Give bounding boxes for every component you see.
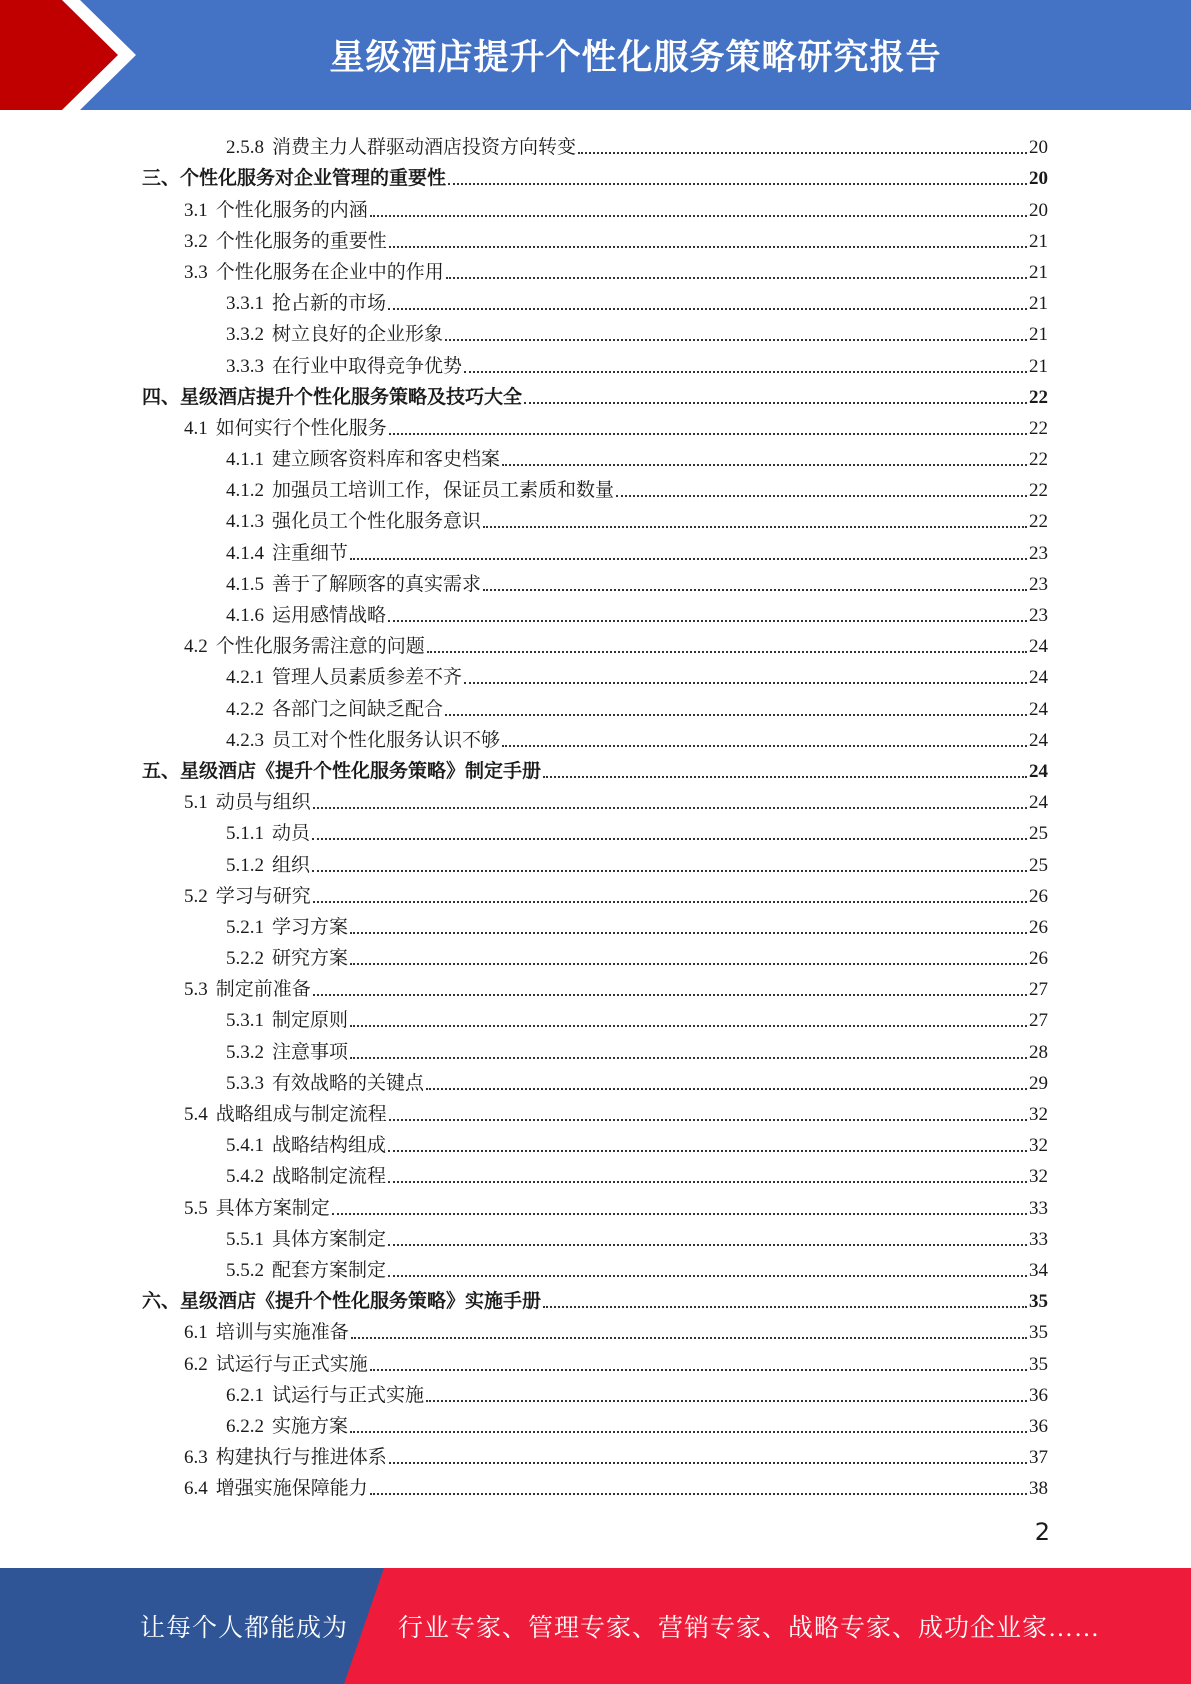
toc-entry-page: 38	[1029, 1478, 1048, 1500]
toc-dot-leader	[350, 963, 1027, 965]
toc-entry-title: 试运行与正式实施	[215, 1353, 368, 1375]
toc-dot-leader	[464, 371, 1027, 373]
toc-entry-number: 5.1.1	[226, 823, 264, 845]
toc-entry-title: 制定原则	[272, 1010, 349, 1032]
toc-entry-title: 六、星级酒店《提升个性化服务策略》实施手册	[142, 1291, 542, 1313]
toc-dot-leader	[350, 1431, 1027, 1433]
toc-entry-number: 6.2	[184, 1353, 208, 1375]
toc-entry[interactable]	[142, 1376, 1048, 1407]
toc-dot-leader	[370, 1493, 1027, 1495]
toc-entry-title: 个性化服务的重要性	[215, 230, 387, 252]
toc-entry[interactable]	[142, 1188, 1048, 1219]
toc-entry[interactable]	[142, 752, 1048, 783]
toc-entry-page: 22	[1029, 511, 1048, 533]
toc-entry-page: 21	[1029, 293, 1048, 315]
page-number: 2	[1034, 1518, 1050, 1546]
toc-entry[interactable]	[142, 1064, 1048, 1095]
toc-entry[interactable]	[142, 190, 1048, 221]
table-of-contents	[142, 128, 1048, 1500]
toc-dot-leader	[464, 682, 1027, 684]
footer-slogan-right: 行业专家、管理专家、营销专家、战略专家、成功企业家……	[398, 1615, 1101, 1642]
toc-entry-page: 21	[1029, 230, 1048, 252]
toc-entry-title: 战略制定流程	[272, 1166, 387, 1188]
toc-entry[interactable]	[142, 658, 1048, 689]
toc-entry-title: 具体方案制定	[215, 1197, 330, 1219]
toc-entry-page: 33	[1029, 1228, 1048, 1250]
toc-entry[interactable]	[142, 689, 1048, 720]
footer-banner	[0, 1568, 1191, 1684]
toc-dot-leader	[351, 1337, 1027, 1339]
toc-entry-title: 动员与组织	[215, 792, 311, 814]
toc-entry-title: 四、星级酒店提升个性化服务策略及技巧大全	[142, 386, 523, 408]
toc-entry-number: 5.5.1	[226, 1228, 264, 1250]
toc-entry-number: 4.1.4	[226, 542, 264, 564]
toc-entry-page: 32	[1029, 1104, 1048, 1125]
toc-entry-number: 3.2	[184, 230, 208, 252]
toc-entry-title: 研究方案	[272, 948, 349, 970]
toc-entry-page: 33	[1029, 1197, 1048, 1219]
toc-entry-number: 5.4	[184, 1104, 208, 1125]
toc-entry-title: 在行业中取得竞争优势	[272, 355, 463, 377]
toc-entry[interactable]	[142, 721, 1048, 752]
toc-entry[interactable]	[142, 565, 1048, 596]
toc-dot-leader	[350, 1057, 1027, 1059]
toc-dot-leader	[448, 183, 1027, 185]
toc-entry-number: 3.3.2	[226, 324, 264, 346]
toc-entry-page: 26	[1029, 885, 1048, 907]
toc-dot-leader	[427, 651, 1027, 653]
toc-dot-leader	[350, 932, 1027, 934]
toc-entry-number: 4.2.1	[226, 667, 264, 689]
toc-entry[interactable]	[142, 1001, 1048, 1032]
toc-dot-leader	[543, 1306, 1027, 1308]
toc-entry-number: 4.1.3	[226, 511, 264, 533]
toc-dot-leader	[313, 994, 1027, 996]
toc-entry-number: 5.2	[184, 885, 208, 907]
toc-entry-number: 5.3	[184, 979, 208, 1001]
toc-entry-title: 战略结构组成	[272, 1135, 387, 1157]
toc-entry-title: 个性化服务需注意的问题	[215, 636, 425, 658]
toc-entry-page: 24	[1029, 667, 1048, 689]
toc-entry-number: 4.1.6	[226, 605, 264, 626]
toc-entry-page: 26	[1029, 948, 1048, 970]
toc-entry-title: 具体方案制定	[272, 1228, 387, 1250]
toc-entry-page: 36	[1029, 1415, 1048, 1437]
toc-entry[interactable]	[142, 1407, 1048, 1438]
toc-entry-title: 注重细节	[272, 542, 349, 564]
toc-entry-page: 22	[1029, 449, 1048, 471]
toc-entry-page: 27	[1029, 1010, 1048, 1032]
toc-dot-leader	[312, 870, 1027, 872]
toc-entry-number: 4.1	[184, 417, 208, 439]
toc-dot-leader	[388, 1150, 1027, 1152]
toc-entry-title: 管理人员素质参差不齐	[272, 667, 463, 689]
toc-dot-leader	[350, 558, 1027, 560]
toc-entry[interactable]	[142, 814, 1048, 845]
toc-entry-title: 个性化服务在企业中的作用	[215, 261, 444, 283]
toc-dot-leader	[426, 1088, 1027, 1090]
toc-dot-leader	[578, 152, 1027, 154]
toc-entry[interactable]	[142, 502, 1048, 533]
toc-entry-page: 35	[1029, 1291, 1048, 1313]
toc-dot-leader	[312, 838, 1027, 840]
toc-entry[interactable]	[142, 409, 1048, 440]
toc-entry-title: 员工对个性化服务认识不够	[272, 729, 501, 751]
toc-entry-page: 25	[1029, 854, 1048, 876]
toc-entry-number: 5.3.1	[226, 1010, 264, 1032]
toc-entry-page: 34	[1029, 1259, 1048, 1281]
toc-dot-leader	[524, 402, 1027, 404]
toc-entry-number: 4.1.5	[226, 573, 264, 595]
toc-dot-leader	[483, 589, 1027, 591]
toc-entry-page: 22	[1029, 417, 1048, 439]
toc-entry[interactable]	[142, 222, 1048, 253]
toc-entry-page: 23	[1029, 542, 1048, 564]
toc-entry-title: 构建执行与推进体系	[215, 1447, 387, 1469]
toc-entry-title: 动员	[272, 823, 311, 845]
toc-entry-page: 32	[1029, 1166, 1048, 1188]
toc-entry-page: 21	[1029, 355, 1048, 377]
toc-dot-leader	[388, 1275, 1027, 1277]
toc-dot-leader	[388, 1244, 1027, 1246]
toc-entry-title: 注意事项	[272, 1041, 349, 1063]
toc-entry-title: 学习方案	[272, 916, 349, 938]
toc-entry-title: 善于了解顾客的真实需求	[272, 573, 482, 595]
toc-entry-page: 37	[1029, 1447, 1048, 1469]
toc-entry[interactable]	[142, 596, 1048, 627]
toc-entry[interactable]	[142, 877, 1048, 908]
toc-entry-number: 6.4	[184, 1478, 208, 1500]
toc-entry[interactable]	[142, 284, 1048, 315]
toc-entry-page: 23	[1029, 605, 1048, 626]
toc-entry-number: 5.5.2	[226, 1259, 264, 1281]
toc-entry-page: 24	[1029, 792, 1048, 814]
toc-entry[interactable]	[142, 253, 1048, 284]
toc-entry-number: 5.1	[184, 792, 208, 814]
toc-entry-title: 如何实行个性化服务	[215, 417, 387, 439]
toc-dot-leader	[313, 807, 1027, 809]
toc-entry-page: 23	[1029, 573, 1048, 595]
toc-dot-leader	[370, 1369, 1027, 1371]
toc-dot-leader	[389, 246, 1027, 248]
toc-dot-leader	[388, 1181, 1027, 1183]
toc-entry-title: 各部门之间缺乏配合	[272, 698, 444, 720]
toc-dot-leader	[389, 1119, 1027, 1121]
toc-entry-page: 22	[1029, 386, 1048, 408]
toc-entry[interactable]	[142, 1095, 1048, 1126]
toc-entry-number: 5.2.2	[226, 948, 264, 970]
toc-entry-page: 35	[1029, 1353, 1048, 1375]
toc-entry-number: 5.5	[184, 1197, 208, 1219]
toc-entry-page: 24	[1029, 729, 1048, 751]
toc-dot-leader	[445, 339, 1027, 341]
toc-dot-leader	[446, 277, 1027, 279]
toc-entry[interactable]	[142, 159, 1048, 190]
toc-entry-title: 运用感情战略	[272, 605, 387, 626]
toc-entry-number: 5.1.2	[226, 854, 264, 876]
toc-entry-number: 4.2	[184, 636, 208, 658]
toc-entry[interactable]	[142, 378, 1048, 409]
toc-entry-number: 4.1.1	[226, 449, 264, 471]
toc-entry[interactable]	[142, 440, 1048, 471]
toc-entry[interactable]	[142, 845, 1048, 876]
toc-entry[interactable]	[142, 908, 1048, 939]
toc-dot-leader	[388, 308, 1027, 310]
toc-entry-number: 4.1.2	[226, 480, 264, 502]
toc-entry-title: 试运行与正式实施	[272, 1384, 425, 1406]
toc-entry-title: 强化员工个性化服务意识	[272, 511, 482, 533]
toc-entry-page: 20	[1029, 199, 1048, 221]
toc-entry[interactable]	[142, 1157, 1048, 1188]
toc-entry-number: 3.3.1	[226, 293, 264, 315]
toc-entry-page: 27	[1029, 979, 1048, 1001]
toc-entry[interactable]	[142, 1032, 1048, 1063]
toc-entry-page: 21	[1029, 261, 1048, 283]
toc-dot-leader	[332, 1213, 1027, 1215]
toc-entry-title: 培训与实施准备	[215, 1322, 349, 1344]
toc-entry[interactable]	[142, 939, 1048, 970]
toc-dot-leader	[426, 1400, 1027, 1402]
toc-entry-page: 26	[1029, 916, 1048, 938]
toc-entry-page: 24	[1029, 760, 1048, 782]
toc-entry[interactable]	[142, 471, 1048, 502]
toc-dot-leader	[543, 776, 1027, 778]
toc-entry-title: 实施方案	[272, 1415, 349, 1437]
toc-dot-leader	[389, 433, 1027, 435]
toc-entry-title: 树立良好的企业形象	[272, 324, 444, 346]
toc-entry[interactable]	[142, 315, 1048, 346]
toc-entry-number: 5.3.3	[226, 1072, 264, 1094]
toc-dot-leader	[388, 620, 1027, 622]
toc-entry-page: 24	[1029, 698, 1048, 720]
toc-entry[interactable]	[142, 783, 1048, 814]
document-title: 星级酒店提升个性化服务策略研究报告	[329, 38, 942, 78]
header-banner	[0, 0, 1191, 110]
toc-entry-page: 36	[1029, 1384, 1048, 1406]
toc-entry-title: 三、个性化服务对企业管理的重要性	[142, 168, 447, 190]
toc-entry[interactable]	[142, 1344, 1048, 1375]
toc-entry-page: 20	[1029, 137, 1048, 159]
toc-entry[interactable]	[142, 1313, 1048, 1344]
toc-entry-number: 3.3.3	[226, 355, 264, 377]
toc-entry[interactable]	[142, 128, 1048, 159]
toc-dot-leader	[616, 495, 1027, 497]
toc-entry-page: 21	[1029, 324, 1048, 346]
toc-entry-number: 5.3.2	[226, 1041, 264, 1063]
toc-entry-number: 6.1	[184, 1322, 208, 1344]
toc-entry-title: 抢占新的市场	[272, 293, 387, 315]
toc-dot-leader	[313, 901, 1027, 903]
toc-entry-title: 配套方案制定	[272, 1259, 387, 1281]
toc-dot-leader	[350, 1025, 1027, 1027]
toc-entry-page: 32	[1029, 1135, 1048, 1157]
toc-entry-title: 有效战略的关键点	[272, 1072, 425, 1094]
toc-entry[interactable]	[142, 1220, 1048, 1251]
toc-entry-title: 加强员工培训工作，保证员工素质和数量	[272, 480, 615, 502]
toc-entry-title: 战略组成与制定流程	[215, 1104, 387, 1125]
toc-entry-page: 29	[1029, 1072, 1048, 1094]
toc-entry-number: 5.4.2	[226, 1166, 264, 1188]
toc-entry-title: 个性化服务的内涵	[215, 199, 368, 221]
toc-entry-title: 建立顾客资料库和客史档案	[272, 449, 501, 471]
toc-entry-number: 4.2.3	[226, 729, 264, 751]
toc-entry-page: 22	[1029, 480, 1048, 502]
toc-entry[interactable]	[142, 1469, 1048, 1500]
toc-entry-number: 6.3	[184, 1447, 208, 1469]
toc-entry-title: 组织	[272, 854, 311, 876]
toc-entry[interactable]	[142, 1282, 1048, 1313]
toc-entry-number: 3.3	[184, 261, 208, 283]
toc-dot-leader	[483, 526, 1027, 528]
toc-entry-title: 消费主力人群驱动酒店投资方向转变	[272, 137, 577, 159]
toc-dot-leader	[389, 1462, 1027, 1464]
toc-dot-leader	[445, 714, 1027, 716]
toc-entry[interactable]	[142, 970, 1048, 1001]
toc-entry[interactable]	[142, 1126, 1048, 1157]
toc-dot-leader	[502, 745, 1027, 747]
toc-entry[interactable]	[142, 627, 1048, 658]
toc-entry-number: 2.5.8	[226, 137, 264, 159]
toc-entry-page: 28	[1029, 1041, 1048, 1063]
footer-slogan-left: 让每个人都能成为	[140, 1615, 349, 1642]
toc-entry-page: 20	[1029, 168, 1048, 190]
toc-entry-title: 制定前准备	[215, 979, 311, 1001]
toc-entry-number: 5.4.1	[226, 1135, 264, 1157]
toc-entry-number: 6.2.1	[226, 1384, 264, 1406]
toc-entry[interactable]	[142, 1438, 1048, 1469]
toc-entry-page: 35	[1029, 1322, 1048, 1344]
toc-entry-page: 25	[1029, 823, 1048, 845]
toc-entry[interactable]	[142, 1251, 1048, 1282]
toc-entry-number: 6.2.2	[226, 1415, 264, 1437]
toc-entry-title: 增强实施保障能力	[215, 1478, 368, 1500]
toc-entry-number: 4.2.2	[226, 698, 264, 720]
toc-entry[interactable]	[142, 346, 1048, 377]
toc-entry-title: 学习与研究	[215, 885, 311, 907]
toc-entry-number: 3.1	[184, 199, 208, 221]
toc-dot-leader	[370, 215, 1027, 217]
toc-dot-leader	[502, 464, 1027, 466]
toc-entry-number: 5.2.1	[226, 916, 264, 938]
toc-entry-page: 24	[1029, 636, 1048, 658]
toc-entry-title: 五、星级酒店《提升个性化服务策略》制定手册	[142, 760, 542, 782]
toc-entry[interactable]	[142, 533, 1048, 564]
